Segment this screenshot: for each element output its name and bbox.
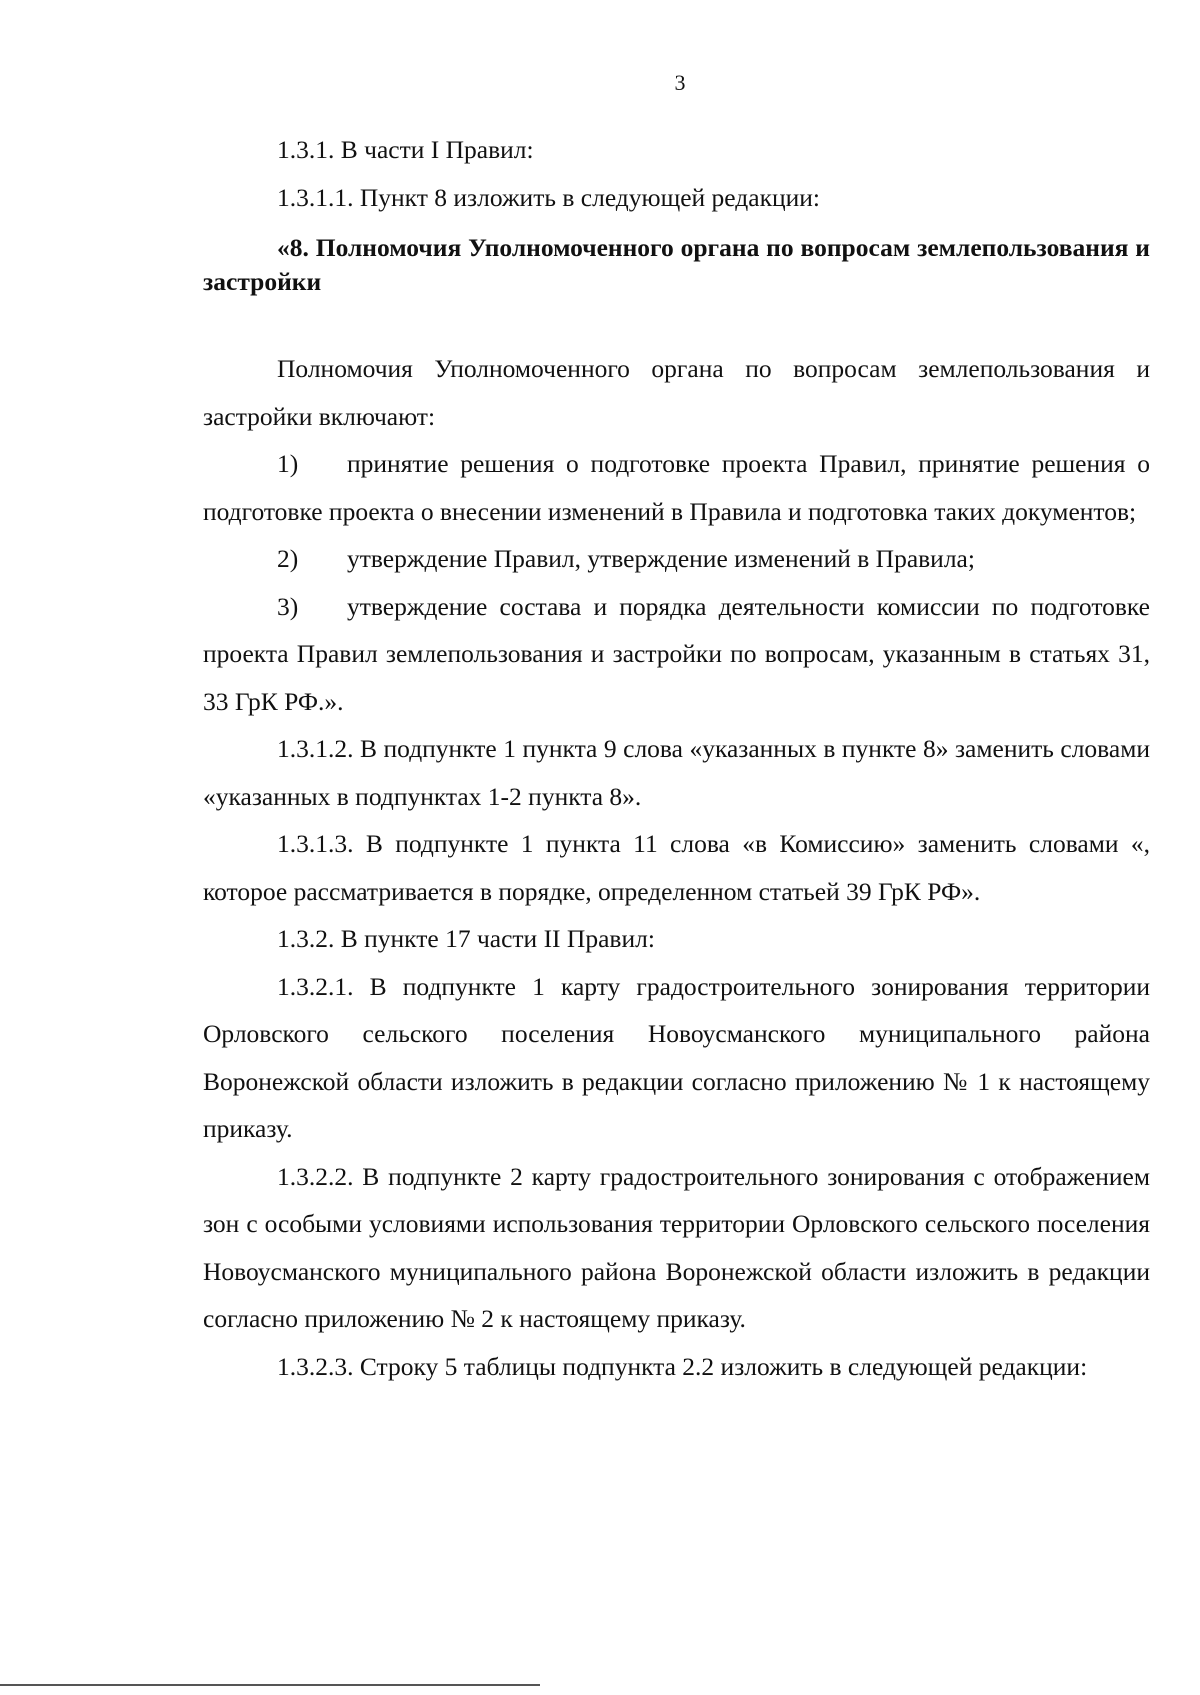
list-item-text: утверждение состава и порядка деятельности комиссии по подготовке проекта Правил землепользования и застройки по вопросам, указанным в статьях 31, 33 ГрК РФ.». xyxy=(203,591,1150,716)
list-item-number: 2) xyxy=(277,544,299,573)
paragraph-1-3-1-1: 1.3.1.1. Пункт 8 изложить в следующей редакции: xyxy=(277,182,820,212)
list-item-2 xyxy=(203,535,1150,583)
page-number: 3 xyxy=(674,70,686,95)
paragraph-1-3-2-3: 1.3.2.3. Строку 5 таблицы подпункта 2.2 изложить в следующей редакции: xyxy=(277,1351,1088,1381)
section-heading: «8. Полномочия Уполномоченного органа по вопросам землепользования и застройки xyxy=(203,233,1150,296)
list-item-1 xyxy=(203,440,1150,535)
paragraph-1-3-2-1: 1.3.2.1. В подпункте 1 карту градостроительного зонирования территории Орловского сельского поселения Новоусманского муниципального района Воронежской области изложить в редакции согласно приложению № 1 к настоящему приказу. xyxy=(203,971,1150,1143)
list-item-3 xyxy=(203,583,1150,726)
list-item-number: 3) xyxy=(277,591,299,621)
document-body xyxy=(203,126,1150,1390)
list-item-text: утверждение Правил, утверждение изменений в Правила; xyxy=(347,544,975,573)
list-item-number: 1) xyxy=(277,449,299,478)
footer-rule xyxy=(0,1684,540,1686)
paragraph-1-3-2-2: 1.3.2.2. В подпункте 2 карту градостроительного зонирования с отображением зон с особыми условиями использования территории Орловского сельского поселения Новоусманского муниципального района Воронежской области изложить в редакции согласно приложению № 2 к настоящему приказу. xyxy=(203,1161,1150,1333)
paragraph-powers-intro: Полномочия Уполномоченного органа по вопросам землепользования и застройки включают: xyxy=(203,354,1150,431)
paragraph-1-3-2: 1.3.2. В пункте 17 части II Правил: xyxy=(277,924,655,953)
paragraph-1-3-1-3: 1.3.1.3. В подпункте 1 пункта 11 слова «в Комиссию» заменить словами «, которое рассматривается в порядке, определенном статьей 39 ГрК РФ». xyxy=(203,829,1150,906)
paragraph-1-3-1: 1.3.1. В части I Правил: xyxy=(277,135,534,164)
paragraph-1-3-1-2: 1.3.1.2. В подпункте 1 пункта 9 слова «указанных в пункте 8» заменить словами «указанных в подпунктах 1-2 пункта 8». xyxy=(203,734,1150,811)
list-item-text: принятие решения о подготовке проекта Правил, принятие решения о подготовке проекта о внесении изменений в Правила и подготовка таких документов; xyxy=(203,449,1150,526)
